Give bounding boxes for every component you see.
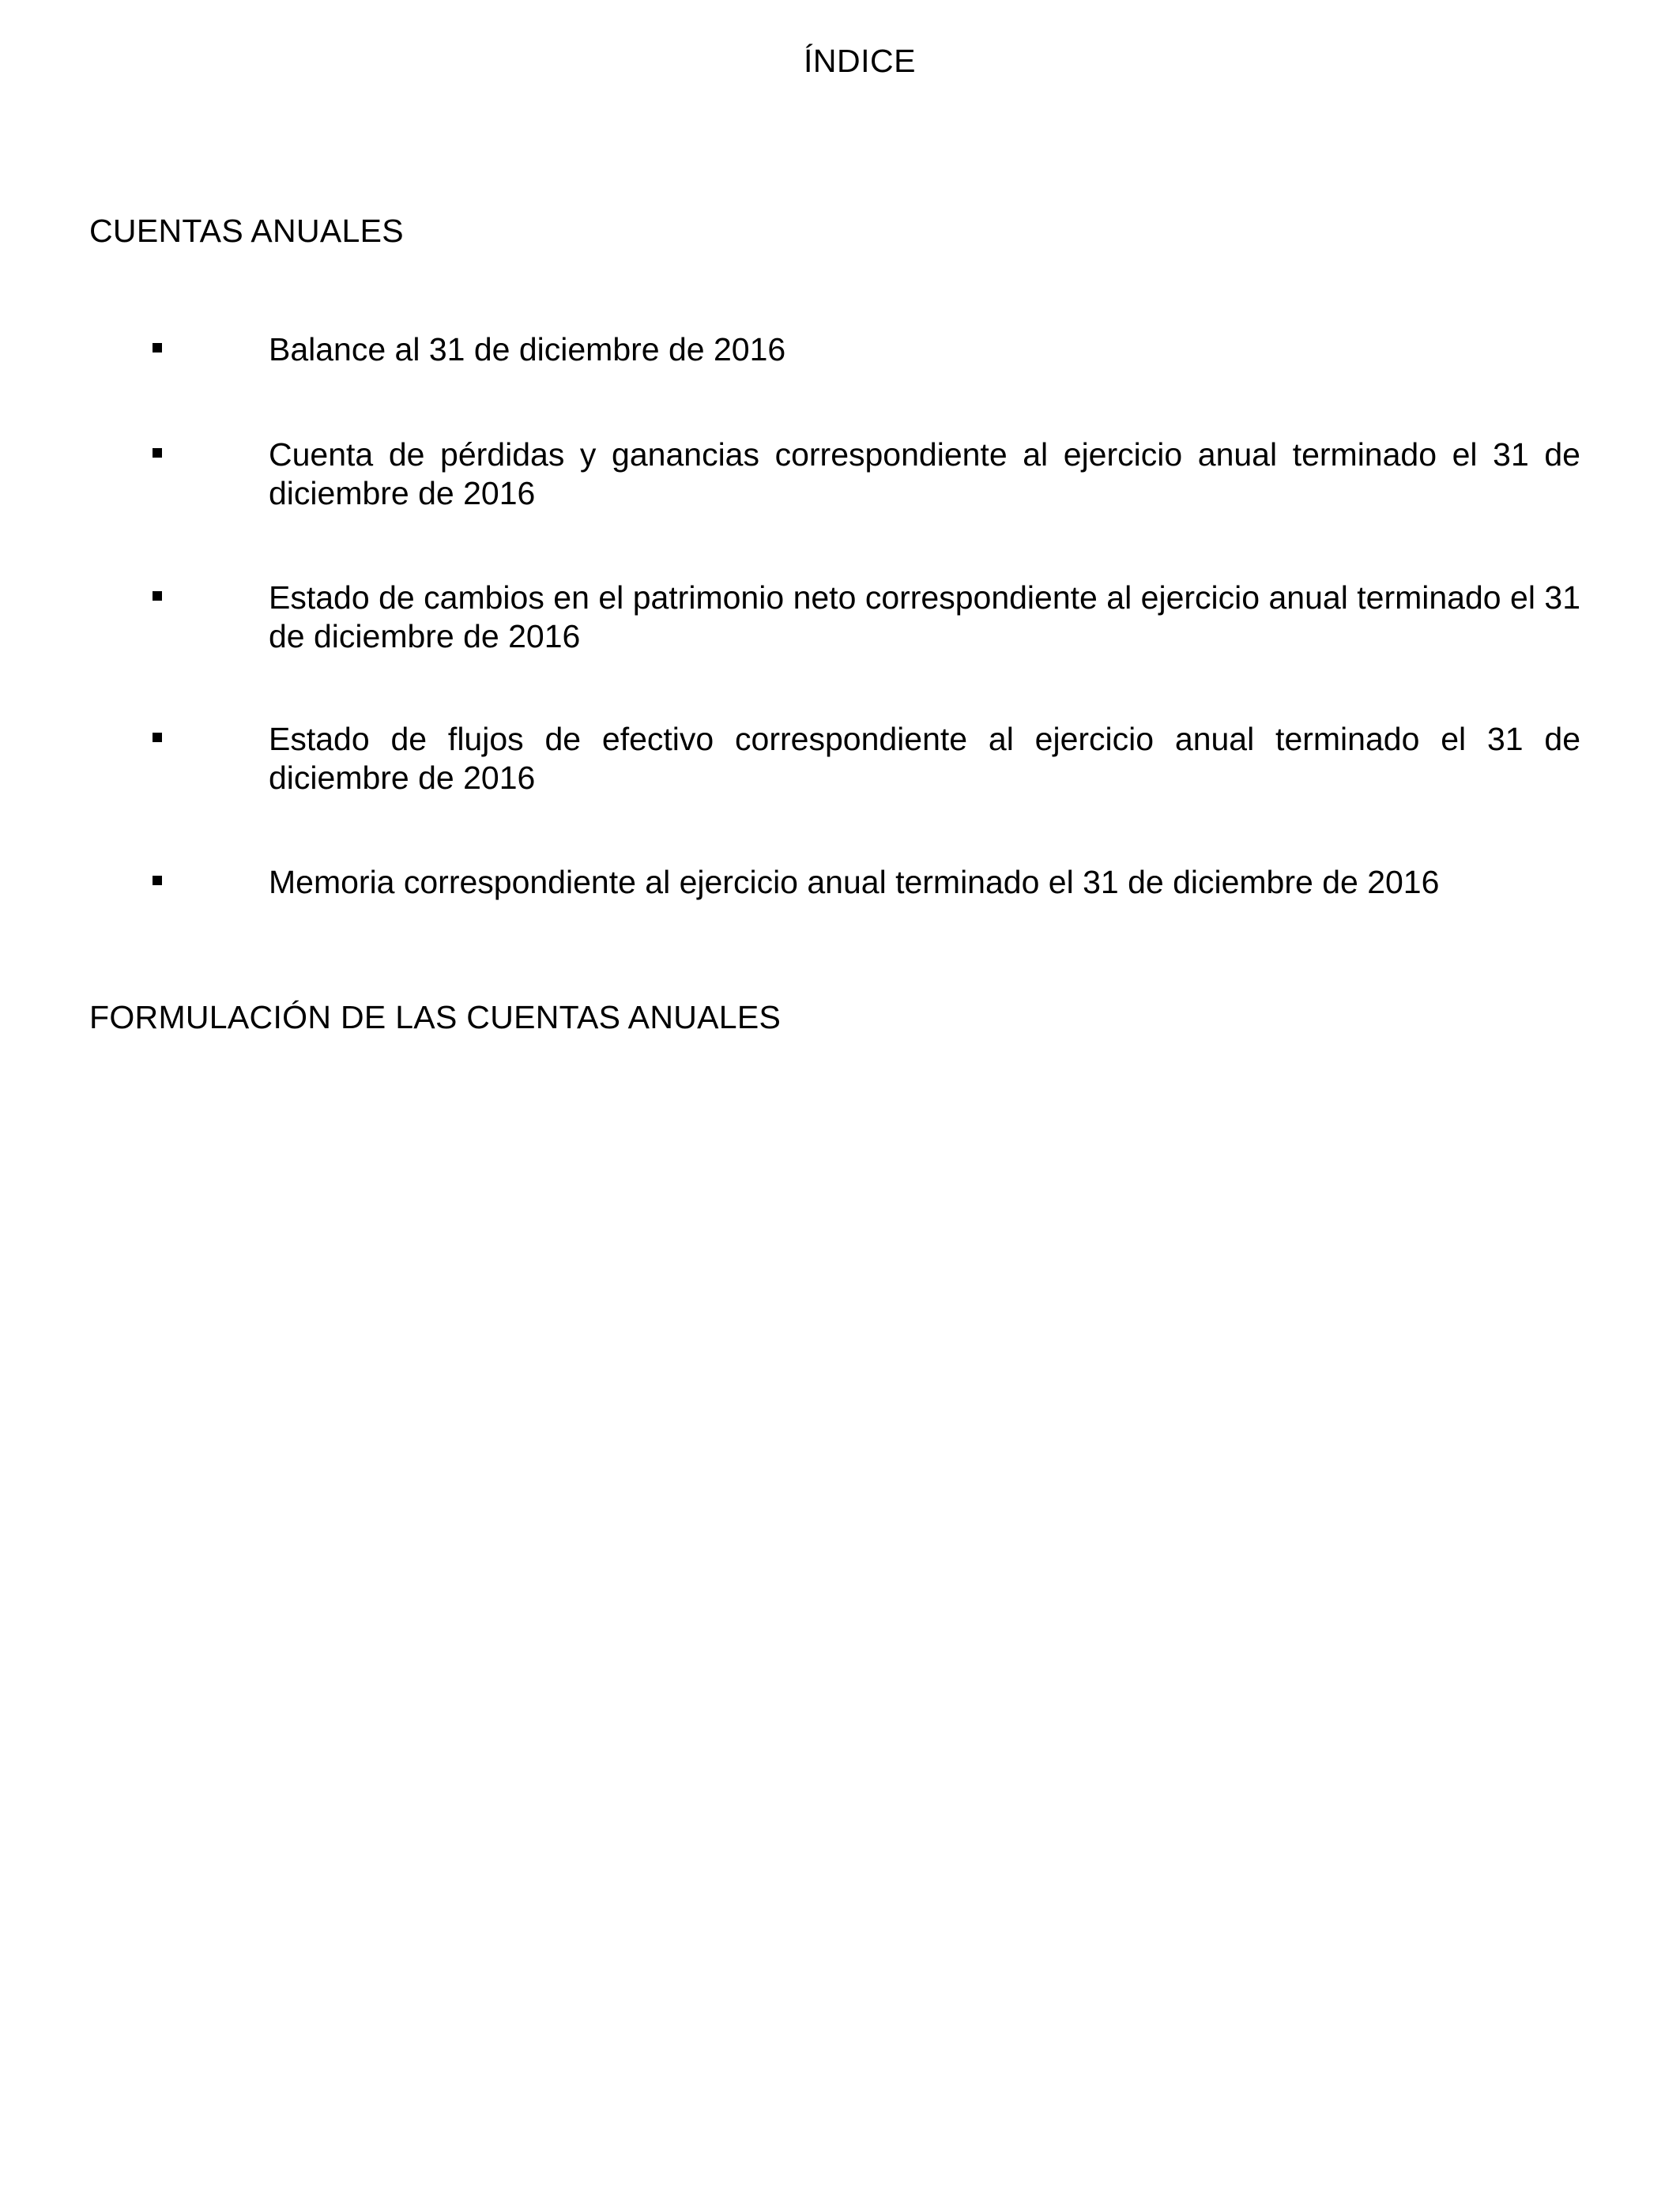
square-bullet-icon (153, 343, 162, 352)
list-item-text: Cuenta de pérdidas y ganancias correspondiente al ejercicio anual terminado el 31 de diciembre de 2016 (269, 436, 1580, 511)
page-title: ÍNDICE (804, 43, 916, 79)
list-item-text: Estado de cambios en el patrimonio neto correspondiente al ejercicio anual terminado el 31 de diciembre de 2016 (269, 579, 1580, 654)
square-bullet-icon (153, 591, 162, 601)
list-item-text: Estado de flujos de efectivo correspondiente al ejercicio anual terminado el 31 de diciembre de 2016 (269, 721, 1580, 796)
list-item-text: Memoria correspondiente al ejercicio anual terminado el 31 de diciembre de 2016 (269, 864, 1440, 900)
section-heading-cuentas-anuales: CUENTAS ANUALES (89, 213, 404, 249)
square-bullet-icon (153, 448, 162, 458)
list-item-text: Balance al 31 de diciembre de 2016 (269, 331, 786, 368)
square-bullet-icon (153, 733, 162, 742)
section-heading-formulacion: FORMULACIÓN DE LAS CUENTAS ANUALES (89, 999, 782, 1035)
square-bullet-icon (153, 876, 162, 885)
